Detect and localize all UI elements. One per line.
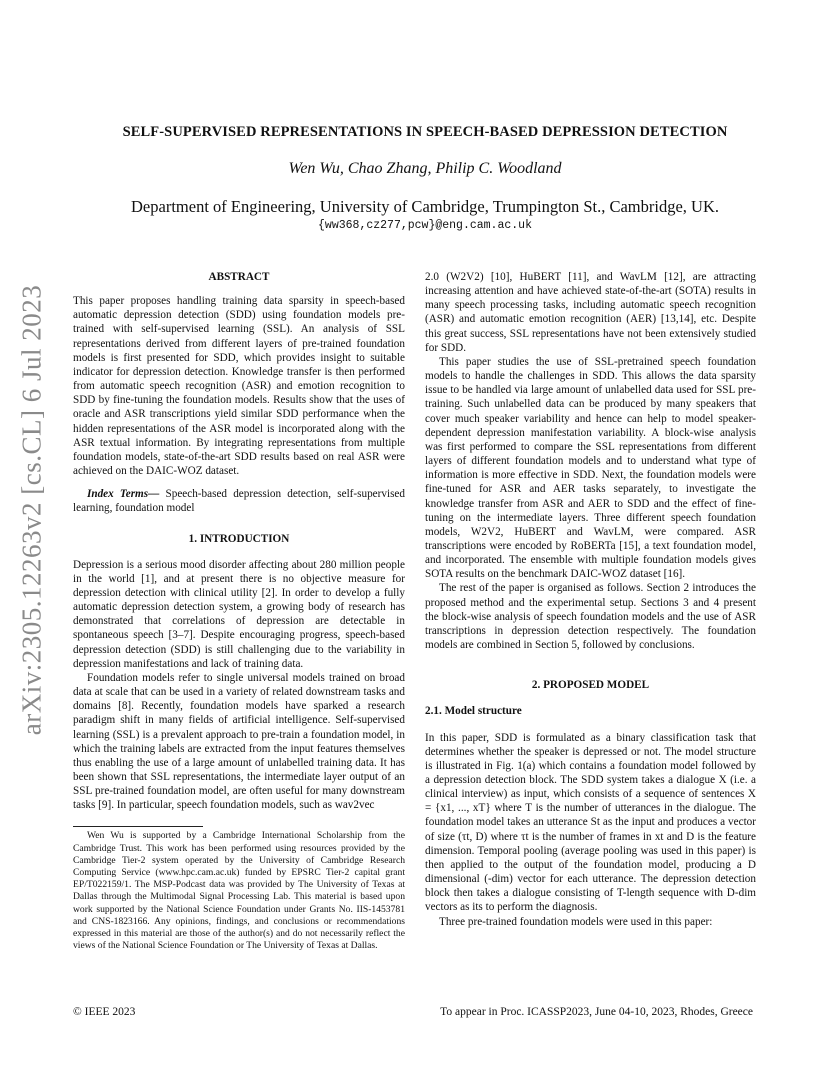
index-terms-text: Speech-based depression detection, self-supervised learning, foundation model [73,488,405,515]
abstract-heading: ABSTRACT [208,271,270,283]
abstract-text: This paper proposes handling training data sparsity in speech-based automatic depression detection (SDD) using foundation models pre-trained with self-supervised learning (SSL). An analysis of SSL representations derived from different layers of pre-trained foundation models is first presented for SDD, which provides insight to suitable indicator for depression detection. Knowledge transfer is then performed from automatic speech recognition (ASR) and emotion recognition to SDD by fine-tuning the foundation models. Results show that the uses of oracle and ASR transcriptions yield similar SDD performance when the hidden representations of the ASR model is incorporated along with the ASR textual information. By integrating representations from multiple foundation models, state-of-the-art SDD results based on real ASR were achieved on the DAIC-WOZ dataset. [73,295,405,478]
right-paragraph-3: The rest of the paper is organised as follows. Section 2 introduces the proposed method and the experimental setup. Sections 3 and 4 present the block-wise analysis of speech foundation models and the use of ASR transcriptions in depression detection respectively. The foundation models are combined in Section 5, followed by conclusions. [425,582,756,652]
intro-paragraph-1: Depression is a serious mood disorder affecting about 280 million people in the world [1], and at present there is no objective measure for depression detection with clinical utility [2]. In order to develop a fully automatic depression detection system, a growing body of research has demonstrated that correlations of depression are detectable in spontaneous speech [3–7]. Despite encouraging progress, speech-based depression detection (SDD) is still challenging due to the variability in depression manifestations and lack of training data. [73,558,405,670]
affiliation: Department of Engineering, University of Cambridge, Trumpington St., Cambridge, UK. [131,197,719,216]
left-column [73,270,405,953]
authors: Wen Wu, Chao Zhang, Philip C. Woodland [288,160,562,177]
intro-paragraph-2: Foundation models refer to single universal models trained on broad data at scale that can be used in a variety of related downstream tasks and domains [8]. Recently, foundation models have sparked a research paradigm shift in many fields of artificial intelligence. Self-supervised learning (SSL) is a prevalent approach to pre-train a foundation model, in which the training labels are extracted from the input features themselves thus enabling the use of a large amount of unlabelled training data. It has been shown that SSL representations, the intermediate layer output of an SSL pre-trained foundation model, are often useful for many downstream tasks [9]. In particular, speech foundation models, such as wav2vec [73,671,405,812]
intro-heading: 1. INTRODUCTION [188,532,290,545]
email: {ww368,cz277,pcw}@eng.cam.ac.uk [318,219,532,232]
right-paragraph-1: 2.0 (W2V2) [10], HuBERT [11], and WavLM [12], are attracting increasing attention and have achieved state-of-the-art (SOTA) results in many speech processing tasks, including automatic speech recognition (ASR) and automatic emotion recognition (AER) [13,14], etc. Despite this great success, SSL representations have not been extensively studied for SDD. [425,271,756,354]
footnote-rule [73,826,203,827]
footnote: Wen Wu is supported by a Cambridge International Scholarship from the Cambridge Trust. This work has been performed using resources provided by the Cambridge Tier-2 system operated by the University of Cambridge Research Computing Service (www.hpc.cam.ac.uk) funded by EPSRC Tier-2 capital grant EP/T022159/1. The MSP-Podcast data was provided by The University of Texas at Dallas through the Multimodal Signal Processing Lab. This material is based upon work supported by the National Science Foundation under Grants No. IIS-1453781 and CNS-1823166. Any opinions, findings, and conclusions or recommendations expressed in this material are those of the author(s) and do not necessarily reflect the views of the National Science Foundation or The University of Texas at Dallas. [73,830,405,952]
index-terms [73,487,405,515]
venue-note: To appear in Proc. ICASSP2023, June 04-10, 2023, Rhodes, Greece [440,1006,753,1018]
model-heading: 2. PROPOSED MODEL [531,679,650,692]
right-column [425,270,756,929]
structure-heading: 2.1. Model structure [425,705,522,718]
model-paragraph-1: In this paper, SDD is formulated as a binary classification task that determines whether the speaker is depressed or not. The model structure is illustrated in Fig. 1(a) which contains a foundation model followed by a depression detection block. The SDD system takes a dialogue X (i.e. a clinical interview) as input, which consists of a sequence of sentences X = {x1, ..., xT} where T is the number of utterances in the dialogue. The foundation model takes an utterance St as the input and produces a vector of size (τt, D) where τt is the number of frames in xt and D is the feature dimension. Temporal pooling (average pooling was used in this paper) is then applied to the output of the foundation model, producing a D dimensional (-dim) vector for each utterance. The depression detection block then takes a dialogue consisting of T-length sequence with D-dim vectors as its to perform the diagnosis. [425,731,756,914]
right-paragraph-2: This paper studies the use of SSL-pretrained speech foundation models to handle the challenges in SDD. This allows the data sparsity issue to be handled via large amount of unlabelled data used for SSL pre-training. Such unlabelled data can be produced by many speakers that cover much speaker variability and hence can help to model speaker-dependent depression manifestation variability. A block-wise analysis was first performed to compare the SSL representations from different layers of different foundation models and to understand what type of information is more effective in SDD. Next, the foundation models were fine-tuned for ASR and AER tasks separately, to investigate the knowledge transfer from ASR and AER to SDD and the effect of fine-tuning on the intermediate layers. Three different speech foundation models, W2V2, HuBERT and WavLM, were compared. ASR transcriptions were encoded by RoBERTa [15], a text foundation model, and incorporated. The ensemble with multiple foundation models gives SOTA results on the benchmark DAIC-WOZ dataset [16]. [425,355,756,581]
arxiv-stamp: arXiv:2305.12263v2 [cs.CL] 6 Jul 2023 [16,284,47,736]
index-terms-label: Index Terms— [87,488,160,501]
copyright: © IEEE 2023 [73,1006,136,1018]
paper-title: SELF-SUPERVISED REPRESENTATIONS IN SPEECH-BASED DEPRESSION DETECTION [122,124,728,140]
model-paragraph-2: Three pre-trained foundation models were used in this paper: [439,915,713,928]
